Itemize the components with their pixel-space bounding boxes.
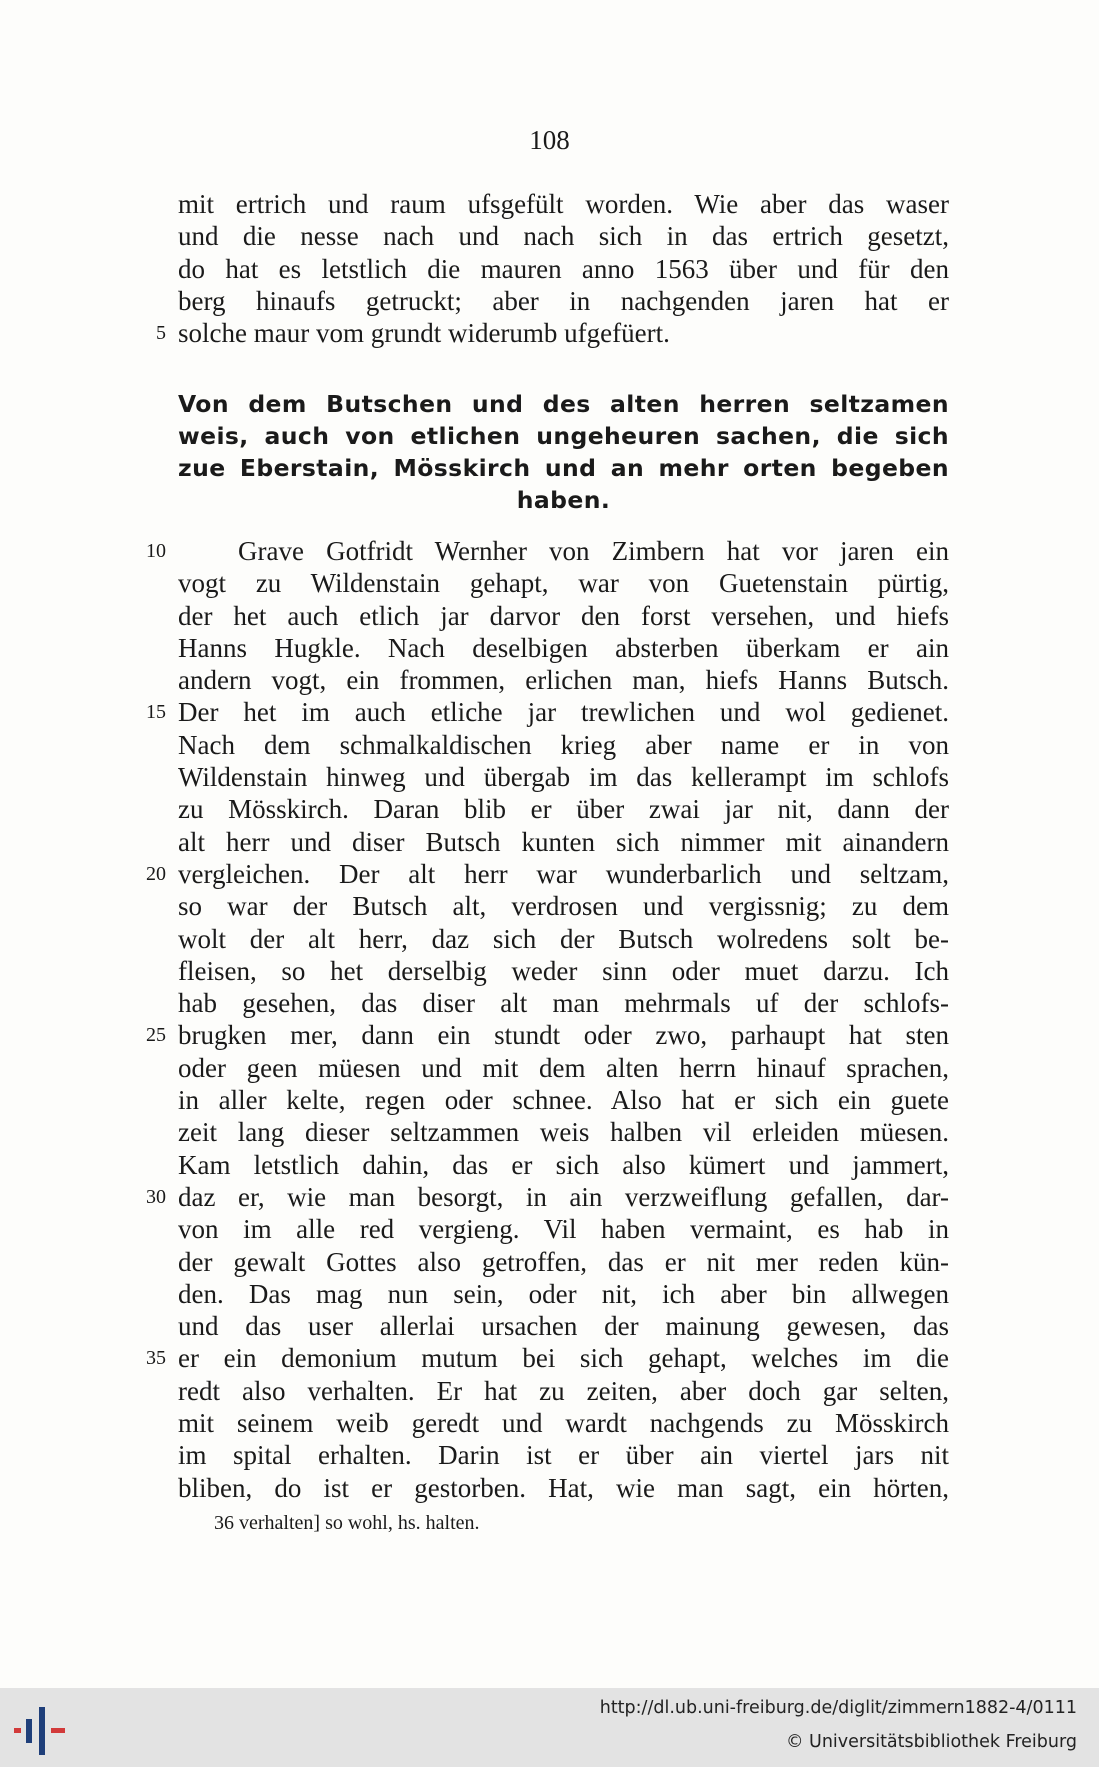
line-text: im spital erhalten. Darin ist er über ain viertel jars nit	[178, 1440, 949, 1471]
text-line	[178, 1116, 949, 1148]
text-line	[146, 1019, 949, 1051]
line-text: berg hinaufs getruckt; aber in nachgenden jaren hat er	[178, 285, 949, 316]
text-line	[178, 793, 949, 825]
line-text: in aller kelte, regen oder schnee. Also hat er sich ein guete	[178, 1085, 949, 1116]
text-line	[178, 188, 949, 220]
text-line	[178, 253, 949, 285]
line-text: zeit lang dieser seltzammen weis halben vil erleiden müesen.	[178, 1117, 949, 1148]
body-paragraph	[146, 535, 949, 1504]
heading-line: zue Eberstain, Mösskirch und an mehr orten begeben	[178, 454, 949, 482]
text-line	[178, 1375, 949, 1407]
text-line	[178, 1278, 949, 1310]
line-number: 5	[156, 322, 166, 345]
line-number: 20	[146, 862, 166, 885]
line-text: und die nesse nach und nach sich in das ertrich gesetzt,	[178, 221, 949, 252]
line-number: 25	[146, 1024, 166, 1047]
line-text: andern vogt, ein frommen, erlichen man, hiefs Hanns Butsch.	[178, 665, 949, 696]
text-line	[178, 600, 949, 632]
footer-bar	[0, 1688, 1099, 1767]
text-line	[156, 317, 949, 349]
text-line	[178, 1472, 949, 1504]
line-text: do hat es letstlich die mauren anno 1563 über und für den	[178, 253, 949, 284]
line-text: von im alle red vergieng. Vil haben vermaint, es hab in	[178, 1214, 949, 1245]
line-text: Wildenstain hinweg und übergab im das kellerampt im schlofs	[178, 762, 949, 793]
line-text: mit ertrich und raum ufsgefült worden. Wie aber das waser	[178, 189, 949, 219]
text-line	[178, 567, 949, 599]
line-text: alt herr und diser Butsch kunten sich nimmer mit ainandern	[178, 826, 949, 857]
line-text: wolt der alt herr, daz sich der Butsch wolredens solt be-	[178, 923, 949, 954]
line-text: Hanns Hugkle. Nach deselbigen absterben überkam er ain	[178, 632, 949, 663]
line-text: fleisen, so het derselbig weder sinn oder muet darzu. Ich	[178, 955, 949, 986]
line-text: den. Das mag nun sein, oder nit, ich aber bin allwegen	[178, 1278, 949, 1309]
heading-line: Von dem Butschen und des alten herren seltzamen	[178, 390, 949, 418]
text-line	[178, 632, 949, 664]
line-text: der gewalt Gottes also getroffen, das er nit mer reden kün-	[178, 1246, 949, 1277]
text-line	[178, 1310, 949, 1342]
heading-line: weis, auch von etlichen ungeheuren sachen, die sich	[178, 422, 949, 450]
line-text: daz er, wie man besorgt, in ain verzweiflung gefallen, dar-	[178, 1181, 949, 1212]
text-line	[178, 729, 949, 761]
line-text: solche maur vom grundt widerumb ufgefüert.	[178, 318, 670, 349]
text-line	[178, 1149, 949, 1181]
line-text: Der het im auch etliche jar trewlichen und wol gedienet.	[178, 697, 949, 728]
line-text: und das user allerlai ursachen der mainung gewesen, das	[178, 1311, 949, 1342]
text-line	[146, 1342, 949, 1374]
text-line	[178, 987, 949, 1019]
page-number: 108	[529, 125, 570, 155]
line-text: hab gesehen, das diser alt man mehrmals uf der schlofs-	[178, 988, 949, 1019]
text-line	[146, 858, 949, 890]
line-text: Grave Gotfridt Wernher von Zimbern hat vor jaren ein	[238, 536, 949, 566]
line-text: mit seinem weib geredt und wardt nachgends zu Mösskirch	[178, 1408, 949, 1439]
text-line	[178, 1213, 949, 1245]
line-number: 35	[146, 1347, 166, 1370]
text-line	[178, 923, 949, 955]
university-library-logo-icon	[14, 1705, 66, 1757]
line-text: so war der Butsch alt, verdrosen und vergissnig; zu dem	[178, 891, 949, 922]
text-line	[178, 664, 949, 696]
line-text: der het auch etlich jar darvor den forst versehen, und hiefs	[178, 600, 949, 631]
line-number: 15	[146, 701, 166, 724]
text-line	[146, 696, 949, 728]
text-line	[178, 1084, 949, 1116]
line-text: vogt zu Wildenstain gehapt, war von Guetenstain pürtig,	[178, 568, 949, 599]
text-line	[178, 1407, 949, 1439]
chapter-heading	[178, 388, 949, 516]
text-line	[146, 535, 949, 567]
text-line	[178, 826, 949, 858]
top-paragraph	[156, 188, 949, 349]
line-number: 30	[146, 1185, 166, 1208]
footnote: 36 verhalten] so wohl, hs. halten.	[214, 1512, 480, 1534]
text-line	[178, 1439, 949, 1471]
line-text: vergleichen. Der alt herr war wunderbarlich und seltzam,	[178, 858, 949, 889]
text-line	[178, 1246, 949, 1278]
line-text: Nach dem schmalkaldischen krieg aber name er in von	[178, 729, 949, 760]
text-line	[178, 890, 949, 922]
text-line	[178, 955, 949, 987]
line-text: bliben, do ist er gestorben. Hat, wie man sagt, ein hörten,	[178, 1472, 949, 1503]
heading-line: haben.	[516, 486, 611, 514]
line-text: zu Mösskirch. Daran blib er über zwai jar nit, dann der	[178, 794, 949, 825]
text-line	[178, 285, 949, 317]
text-line	[178, 761, 949, 793]
text-line	[178, 220, 949, 252]
line-text: oder geen müesen und mit dem alten herrn hinauf sprachen,	[178, 1052, 949, 1083]
line-text: redt also verhalten. Er hat zu zeiten, aber doch gar selten,	[178, 1375, 949, 1406]
line-number: 10	[146, 540, 166, 562]
line-text: brugken mer, dann ein stundt oder zwo, parhaupt hat sten	[178, 1020, 949, 1051]
source-url-link[interactable]: http://dl.ub.uni-freiburg.de/diglit/zimmern1882-4/0111	[599, 1698, 1077, 1718]
text-line	[178, 1052, 949, 1084]
text-line	[146, 1181, 949, 1213]
line-text: er ein demonium mutum bei sich gehapt, welches im die	[178, 1343, 949, 1374]
line-text: Kam letstlich dahin, das er sich also kümert und jammert,	[178, 1149, 949, 1180]
copyright-notice: © Universitätsbibliothek Freiburg	[785, 1732, 1077, 1752]
